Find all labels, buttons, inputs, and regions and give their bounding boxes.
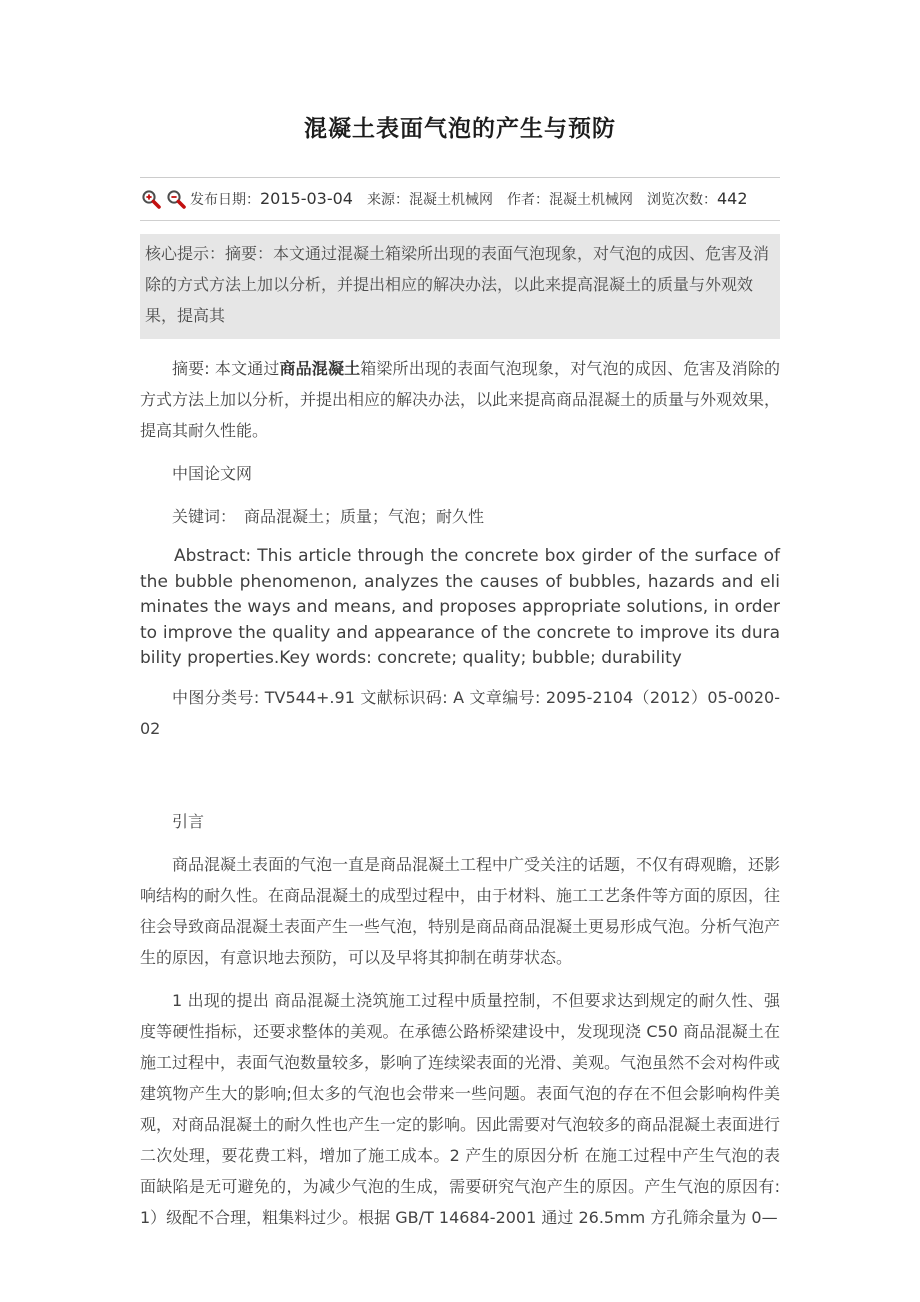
keywords-line: 关键词： 商品混凝土；质量；气泡；耐久性 [172,507,485,526]
view-count [647,189,748,209]
body-paragraph: 1 出现的提出 商品混凝土浇筑施工过程中质量控制，不但要求达到规定的耐久性、强度等硬性指标，还要求整体的美观。在承德公路桥梁建设中，发现现浇 C50 商品混凝土在施工过程中，表面气泡数量较多，影响了连续梁表面的光滑、美观。气泡虽然不会对构件或建筑物产生大的影响;但太多的气泡也会带来一些问题。表面气泡的存在不但会影响构件美观，对商品混凝土的耐久性也产生一定的影响。因此需要对气泡较多的商品混凝土表面进行二次处理，要花费工料，增加了施工成本。2 产生的原因分析 在施工过程中产生气泡的表面缺陷是无可避免的，为减少气泡的生成，需要研究气泡产生的原因。产生气泡的原因有: 1）级配不合理，粗集料过少。根据 GB/T 14684-2001 通过 26.5mm 方孔筛余量为 0— [140,990,781,1227]
zoom-in-icon[interactable] [140,188,162,210]
meta-bar [140,177,780,221]
intro-heading: 引言 [172,811,205,831]
source [367,189,493,209]
source-label: 来源： [366,192,409,208]
abstract-en-paragraph: Abstract: This article through the concrete box girder of the surface of the bubble phenomenon, analyzes the causes of bubbles, hazards and eliminates the ways and means, and proposes appropriate solutions, in order to improve the quality and appearance of the concrete to improve its durability properties.Key words: concrete; quality; bubble; durability [140,546,780,668]
core-hint-box: 核心提示：摘要：本文通过混凝土箱梁所出现的表面气泡现象，对气泡的成因、危害及消除的方式方法上加以分析，并提出相应的解决办法，以此来提高混凝土的质量与外观效果，提高其 [140,234,780,339]
author-label: 作者： [506,192,549,208]
author-value: 混凝土机械网 [548,192,633,208]
intro-paragraph: 商品混凝土表面的气泡一直是商品混凝土工程中广受关注的话题，不仅有碍观瞻，还影响结构的耐久性。在商品混凝土的成型过程中，由于材料、施工工艺条件等方面的原因，往往会导致商品混凝土表面产生一些气泡，特别是商品商品混凝土更易形成气泡。分析气泡产生的原因，有意识地去预防，可以及早将其抑制在萌芽状态。 [140,854,781,967]
article-body [140,353,780,1233]
page-title: 混凝土表面气泡的产生与预防 [304,116,616,142]
zoom-out-icon[interactable] [165,188,187,210]
source-value: 混凝土机械网 [408,192,493,208]
author [507,189,633,209]
abstract-zh-paragraph: 摘要: 本文通过商品混凝土箱梁所出现的表面气泡现象，对气泡的成因、危害及消除的方式方法上加以分析，并提出相应的解决办法，以此来提高商品混凝土的质量与外观效果，提高其耐久性能。 [140,359,781,440]
classification-line: 中图分类号: TV544+.91 文献标识码: A 文章编号: 2095-2104（2012）05-0020-02 [140,687,780,738]
publish-date-label: 发布日期： [190,192,260,208]
view-count-label: 浏览次数： [646,192,717,208]
article-page [140,0,780,1233]
site-name: 中国论文网 [172,464,253,483]
view-count-value: 442 [716,189,748,208]
publish-date-value: 2015-03-04 [260,189,353,208]
publish-date [190,189,353,209]
